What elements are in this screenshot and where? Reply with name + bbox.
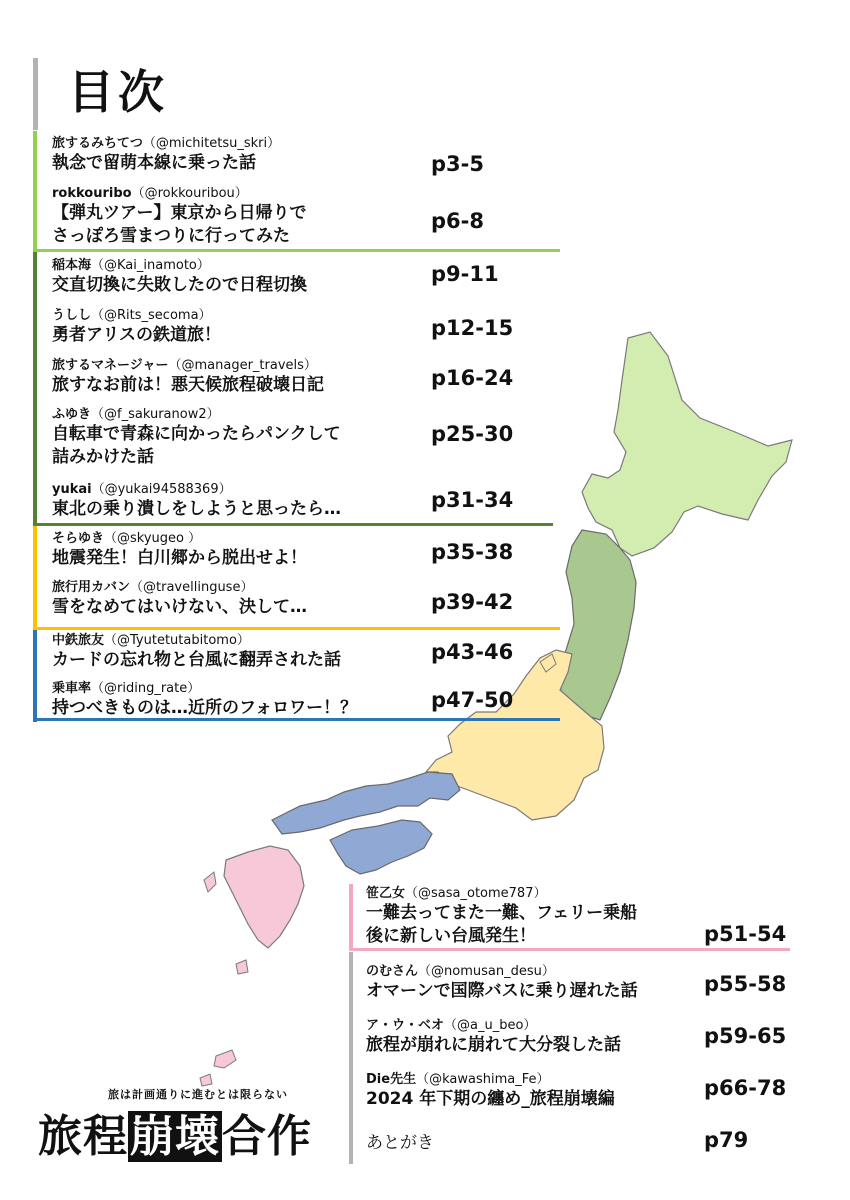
entry-pages: p3-5	[431, 152, 484, 176]
entry-story: 旅程が崩れに崩れて大分裂した話	[366, 1035, 621, 1055]
logo-title	[38, 1100, 312, 1164]
group-bar-blue	[33, 630, 37, 722]
map-region-islands-2	[236, 960, 248, 974]
group-line-pink	[349, 948, 790, 951]
entry-handle: （@Rits_secoma）	[91, 308, 212, 323]
entry-story-line-1: 【弾丸ツアー】東京から日帰りで	[52, 203, 307, 223]
entry-pages: p39-42	[431, 590, 514, 614]
entry-author: yukai	[52, 482, 92, 497]
entry-handle: （@skyugeo ）	[104, 531, 202, 546]
entry-pages: p9-11	[431, 262, 499, 286]
entry-author: うしし	[52, 308, 92, 323]
entry-author: のむさん	[366, 964, 419, 979]
entry-story: オマーンで国際バスに乗り遅れた話	[366, 981, 638, 1001]
entry-pages: p6-8	[431, 209, 484, 233]
map-region-hokkaido	[582, 332, 792, 556]
title-accent-bar	[33, 58, 38, 130]
entry-pages: p59-65	[704, 1024, 787, 1048]
entry-story: 勇者アリスの鉄道旅！	[52, 325, 221, 345]
entry-handle: （@michitetsu_skri）	[142, 136, 281, 151]
entry-handle: （@nomusan_desu）	[418, 964, 555, 979]
entry-story: 持つべきものは…近所のフォロワー！？	[52, 698, 358, 718]
entry-story: 交直切換に失敗したので日程切換	[52, 275, 307, 295]
entry-author: 笹乙女	[366, 886, 406, 901]
entry-pages: p66-78	[704, 1076, 787, 1100]
entry-story-line-1: 自転車で青森に向かったらパンクして	[52, 424, 341, 444]
entry-handle: （@manager_travels）	[168, 358, 317, 373]
entry-pages: p16-24	[431, 366, 514, 390]
entry-author: Die先生	[366, 1072, 417, 1087]
entry-story: 執念で留萌本線に乗った話	[52, 153, 256, 173]
map-region-islands-4	[200, 1074, 212, 1086]
entry-handle: （@a_u_beo）	[444, 1018, 537, 1033]
entry-author: rokkouribo	[52, 186, 132, 201]
entry-story-line-2: さっぽろ雪まつりに行ってみた	[52, 226, 290, 246]
entry-author: 旅行用カバン	[52, 580, 131, 595]
map-region-shikoku	[330, 820, 432, 874]
entry-handle: （@rokkouribou）	[131, 186, 248, 201]
entry-author: ア・ウ・ベオ	[366, 1018, 445, 1033]
entry-handle: （@f_sakuranow2）	[91, 407, 220, 422]
group-bar-pink	[349, 884, 353, 950]
group-line-green-dark	[33, 523, 553, 526]
map-region-chugoku	[272, 772, 460, 834]
entry-author: 旅するみちてつ	[52, 136, 143, 151]
entry-handle: （@riding_rate）	[91, 681, 201, 696]
entry-story: カードの忘れ物と台風に翻弄された話	[52, 650, 341, 670]
map-region-kyushu	[224, 846, 304, 948]
entry-pages: p43-46	[431, 640, 514, 664]
entry-pages: p35-38	[431, 540, 514, 564]
entry-author: 乗車率	[52, 681, 92, 696]
entry-story-line-2: 詰みかけた話	[52, 447, 154, 467]
entry-story: 旅すなお前は！悪天候旅程破壊日記	[52, 375, 324, 395]
entry-author: そらゆき	[52, 531, 105, 546]
entry-handle: （@kawashima_Fe）	[416, 1072, 550, 1087]
group-bar-gray	[349, 952, 353, 1164]
entry-story-line-1: 一難去ってまた一難、フェリー乗船	[366, 903, 638, 923]
entry-story: 2024 年下期の纏め_旅程崩壊編	[366, 1089, 615, 1109]
group-bar-green-light	[33, 131, 37, 251]
entry-story: あとがき	[366, 1133, 434, 1153]
entry-pages: p25-30	[431, 422, 514, 446]
entry-author: 旅するマネージャー	[52, 358, 169, 373]
entry-story: 地震発生！白川郷から脱出せよ！	[52, 548, 307, 568]
entry-story: 東北の乗り潰しをしようと思ったら…	[52, 499, 341, 519]
entry-handle: （@Kai_inamoto）	[91, 258, 210, 273]
logo-title-part-1: 旅程	[38, 1111, 128, 1162]
entry-author: 中鉄旅友	[52, 633, 105, 648]
map-region-tohoku	[556, 530, 636, 720]
entry-pages: p12-15	[431, 316, 514, 340]
logo-tagline: 旅は計画通りに進むとは限らない	[108, 1088, 288, 1101]
entry-pages: p79	[704, 1128, 749, 1152]
entry-author: ふゆき	[52, 407, 92, 422]
group-line-green-light	[33, 249, 560, 252]
entry-pages: p55-58	[704, 972, 787, 996]
entry-pages: p31-34	[431, 488, 514, 512]
logo-title-part-2: 崩壊	[130, 1111, 220, 1162]
entry-handle: （@sasa_otome787）	[405, 886, 547, 901]
entry-author: 稲本海	[52, 258, 92, 273]
map-region-islands-1	[204, 872, 216, 892]
entry-pages: p51-54	[704, 922, 787, 946]
group-bar-yellow	[33, 526, 37, 630]
group-bar-green-dark	[33, 252, 37, 525]
entry-handle: （@travellinguse）	[130, 580, 254, 595]
entry-pages: p47-50	[431, 688, 514, 712]
entry-story: 雪をなめてはいけない、決して…	[52, 597, 307, 617]
group-line-yellow	[33, 627, 560, 630]
map-region-islands-3	[214, 1050, 236, 1068]
entry-handle: （@yukai94588369）	[91, 482, 232, 497]
entry-story-line-2: 後に新しい台風発生！	[366, 926, 536, 946]
page-title: 目次	[68, 65, 168, 119]
entry-handle: （@Tyutetutabitomo）	[104, 633, 250, 648]
logo-title-part-3: 合作	[222, 1111, 312, 1162]
